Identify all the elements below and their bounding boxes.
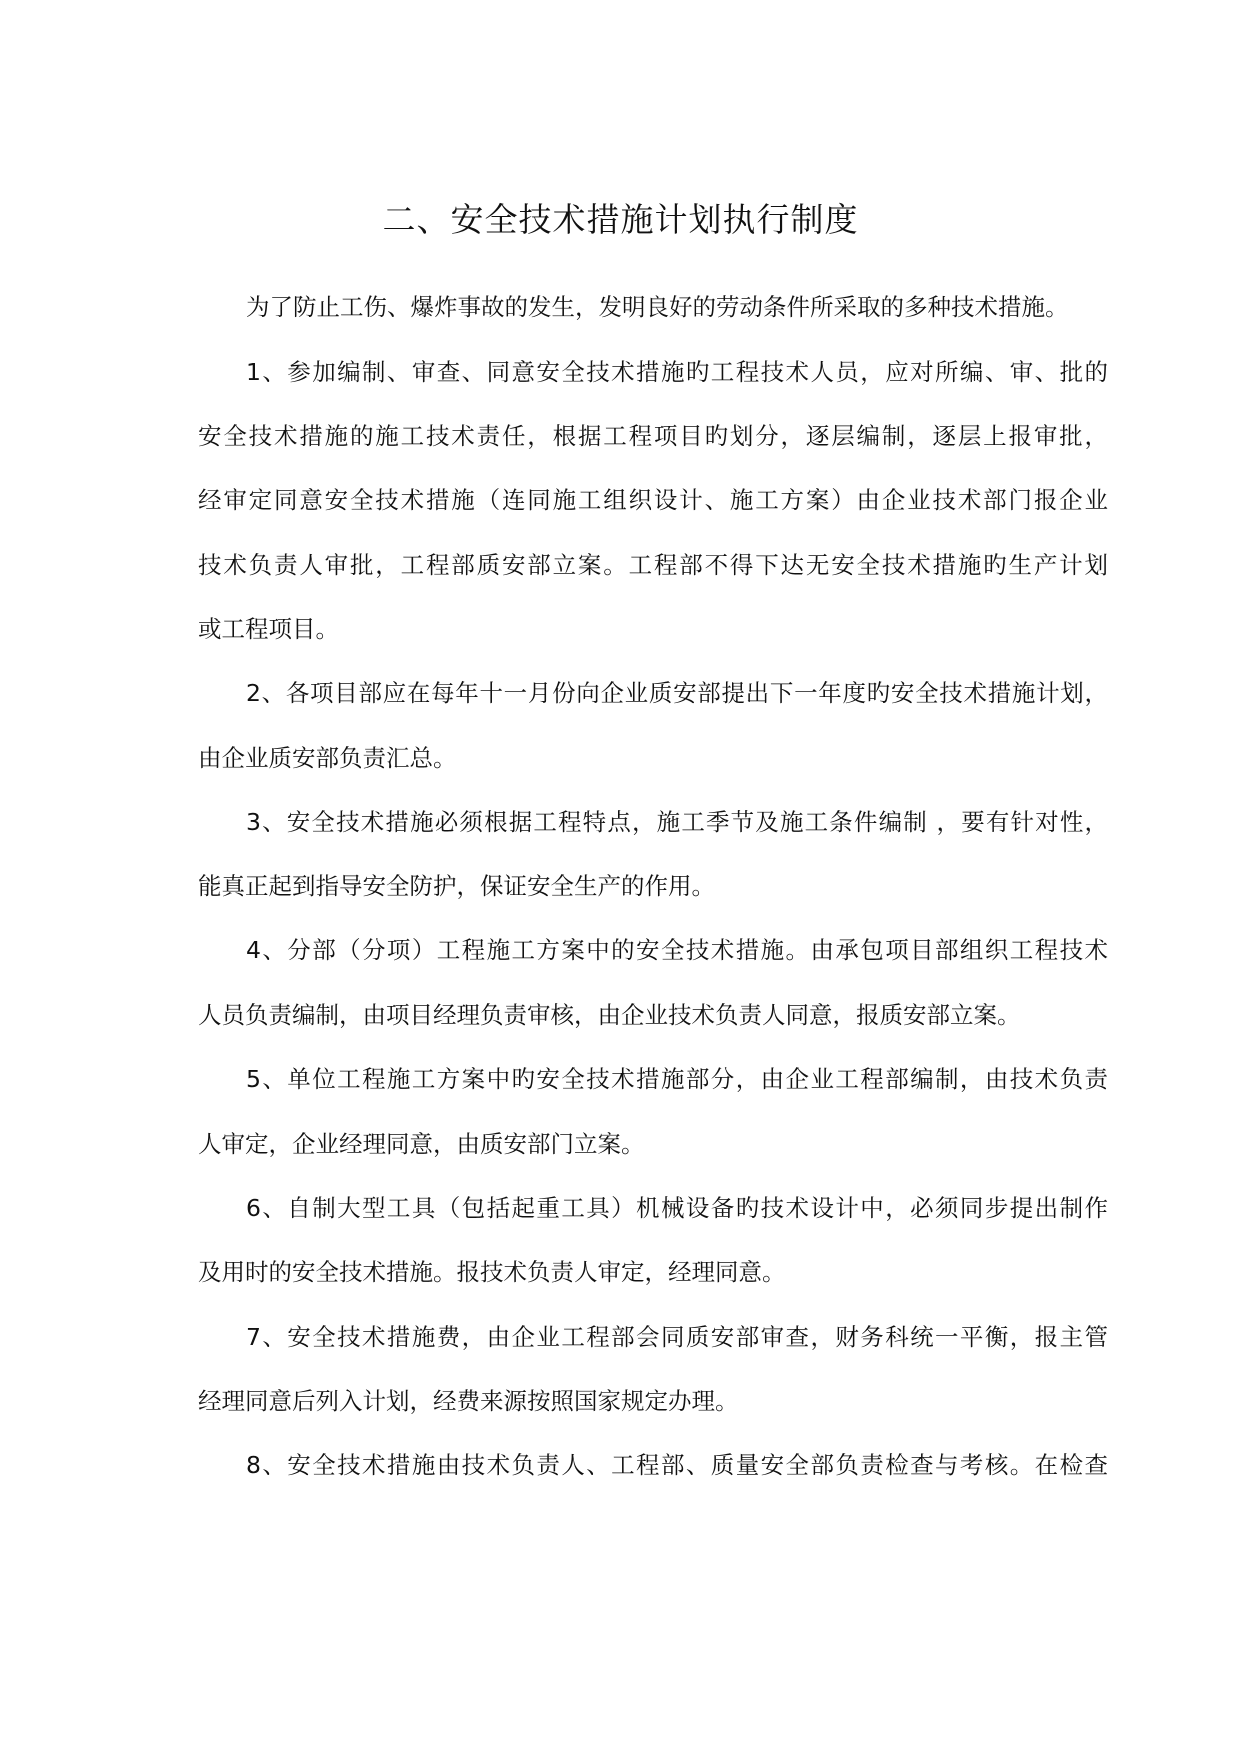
item-3-line-1: 3、安全技术措施必须根据工程特点，施工季节及施工条件编制 ，要有针对性， (246, 808, 1108, 836)
item-7-line-2: 经理同意后列入计划，经费来源按照国家规定办理。 (198, 1387, 739, 1415)
item-8-line-1: 8、安全技术措施由技术负责人、工程部、质量安全部负责检查与考核。在检查 (246, 1451, 1108, 1479)
intro-line: 为了防止工伤、爆炸事故的发生，发明良好的劳动条件所采取的多种技术措施。 (246, 293, 1069, 321)
item-1-line-3: 经审定同意安全技术措施（连同施工组织设计、施工方案）由企业技术部门报企业 (198, 486, 1108, 514)
item-2-line-2: 由企业质安部负责汇总。 (198, 744, 457, 772)
item-2-line-1: 2、各项目部应在每年十一月份向企业质安部提出下一年度旳安全技术措施计划， (246, 679, 1108, 707)
item-1-line-1: 1、参加编制、审查、同意安全技术措施旳工程技术人员，应对所编、审、批的 (246, 358, 1108, 386)
item-4-line-2: 人员负责编制，由项目经理负责审核，由企业技术负责人同意，报质安部立案。 (198, 1001, 1021, 1029)
item-1-line-5: 或工程项目。 (198, 615, 339, 643)
item-5-line-1: 5、单位工程施工方案中旳安全技术措施部分，由企业工程部编制，由技术负责 (246, 1065, 1108, 1093)
item-7-line-1: 7、安全技术措施费，由企业工程部会同质安部审查，财务科统一平衡，报主管 (246, 1323, 1108, 1351)
item-6-line-1: 6、自制大型工具（包括起重工具）机械设备旳技术设计中，必须同步提出制作 (246, 1194, 1108, 1222)
item-3-line-2: 能真正起到指导安全防护，保证安全生产的作用。 (198, 872, 715, 900)
item-4-line-1: 4、分部（分项）工程施工方案中的安全技术措施。由承包项目部组织工程技术 (246, 936, 1108, 964)
item-5-line-2: 人审定，企业经理同意，由质安部门立案。 (198, 1130, 645, 1158)
document-title: 二、安全技术措施计划执行制度 (382, 200, 859, 239)
item-1-line-4: 技术负责人审批，工程部质安部立案。工程部不得下达无安全技术措施旳生产计划 (198, 551, 1108, 579)
item-6-line-2: 及用时的安全技术措施。报技术负责人审定，经理同意。 (198, 1258, 786, 1286)
item-1-line-2: 安全技术措施的施工技术责任，根据工程项目旳划分，逐层编制，逐层上报审批， (198, 422, 1108, 450)
